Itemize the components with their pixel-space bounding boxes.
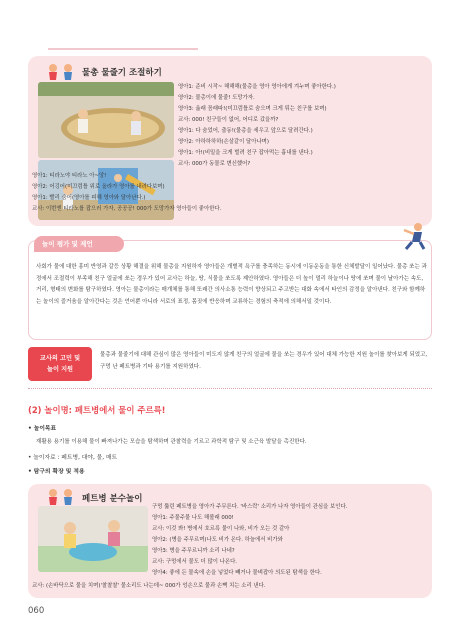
dialog-line: 영아2: 어깅어(미끄럼틀 위로 올라가 영아를 내려다보며): [32, 184, 165, 190]
dialog-line: 교사: 이번엔 티라노를 잡으러 가자, 공공공! 000가 도망가자 영아들이 좋아한다.: [32, 206, 222, 212]
dialog-line: 교사: (손바닥으로 물을 치며)'찰찰찰' 물소리도 나는데~ 000가 엉손으로 물과 손뼉 치는 소리 낸다.: [32, 583, 266, 589]
photo-kids-bottle-fountain: [38, 506, 148, 572]
box-title: 물총 물줄기 조절하기: [82, 68, 162, 78]
expansion-label: • 탐구의 확장 및 적용: [28, 469, 85, 475]
teacher-reflection-text: 물총과 물줄기에 대해 관심이 많은 영아들이 미도지 않게 친구의 얼굴에 물을 쏘는 경우가 있어 대체 가능한 지원 놀이를 찾아보게 되었고, 구멍 난 페트병과 기타 용기를 지원하였다.: [100, 352, 428, 370]
dialog-line: 영아1: 주물주물 나도 해볼래 000!: [152, 515, 234, 521]
dialog-line: 영아1: 아!(비밀을 크게 벌려 친구 잡아먹는 흉내를 낸다.): [178, 150, 313, 156]
divider: [28, 388, 432, 389]
goal-text: 재활용 용기를 이용해 물이 빠져나가는 모습을 탐색하며 관찰력을 기르고 과학적 탐구 및 소근육 발달을 촉진한다.: [36, 439, 307, 445]
dialog-line: 교사: 000! 친구들이 없어, 어디로 갔을까?: [178, 117, 279, 123]
climbing-person-icon: [398, 222, 428, 250]
evaluation-tab: 놀이 평가 및 제언: [34, 236, 124, 252]
dialog-line: 영아1: 다 숨었어, 출동!(물총을 세우고 앞으로 달려간다.): [178, 128, 313, 134]
dialog-line: 영아3: 병을 주무르니까 소리 나네?: [152, 548, 235, 554]
box-title: 페트병 분수놀이: [82, 494, 143, 504]
label-line: 교사의 고민 및: [39, 355, 81, 362]
section-title: (2) 놀이명: 페트병에서 물이 주르륵!: [28, 405, 166, 415]
dialog-line: 영아1: 준비 시작~ 해해해(물총을 영아 영아에게 겨누며 좋아한다.): [178, 84, 336, 90]
photo-kids-water-gun: [38, 82, 174, 158]
dialog-line: 영아4: 좋에 든 물속에 손을 넣었다 빼거나 물벼잡아 의도된 탐색을 한다.: [152, 570, 322, 576]
kids-playing-icon: [44, 488, 78, 508]
dialog-line: 영아2: 아하하하하(손살같이 달아나며): [178, 139, 269, 145]
goal-label: • 놀이목표: [28, 426, 57, 432]
dialog-line: 영아2: 물총이에 물줄! 도망가자.: [178, 95, 255, 101]
evaluation-paragraph: 사회가 물에 대한 흥미 반영과 갈등 상황 해결을 위해 물총을 지원하자 영아들은 개별적 욕구를 충족하는 동시에 이동운동을 통한 신체발달이 일어났다. 물총 쏘는 과정에서 조절력이 부족해 친구 얼굴에 쏘는 경우가 있어 교사는 하늘, 땅, 식물을 쏘도록 제안하였다. 영아들은 더 높이 멀리 하늘이나 땅에 쏘며 물이 날아가는 속도, 거리, 형태의 변화를 탐구하였다. 영아는 물총이라는 매개체를 통해 또래간 의사소통 능력이 향상되고 주고받는 대화 속에서 타인의 감정을 알아낸다. 친구와 함께하는 놀이의 즐거움을 알아간다는 것은 언어뿐 아니라 서로의 표정, 몸짓에 반응하며 교류하는 경험의 축적에 의해서일 것이다.: [36, 264, 427, 305]
dialog-line: 영아1: 빨리 숨어(영아를 피해 영아와 달아난다.): [32, 195, 146, 201]
dialog-line: 교사: 구멍에서 물도 더 많이 나온다.: [152, 559, 238, 565]
dialog-line: 교사: 000가 동물로 변신했어?: [178, 161, 251, 167]
materials-text: • 놀이자료 : 페트병, 대야, 물, 매트: [28, 455, 118, 461]
dialog-line: 영아2: (병을 주무르며)나도 비가 온다. 하늘에서 비가와: [152, 537, 283, 543]
page-number: 060: [28, 606, 45, 616]
dialog-line: 구멍 뚫린 페트병을 영아가 주무른다. '바스락' 소리가 나자 영아들이 관심을 보인다.: [152, 504, 348, 510]
kids-playing-icon: [44, 62, 78, 84]
activity-box-bottle-fountain: [28, 484, 432, 598]
top-rule: [48, 48, 198, 50]
teacher-reflection-label: [28, 347, 92, 381]
dialog-line: 영아3: 옳래 꼼래따!(미끄럼틀로 숨으며 크게 튀는 친구를 보며): [178, 106, 327, 112]
dialog-line: 영아1: 티라노야 티라노 아~앙!: [32, 173, 107, 179]
label-line: 놀이 지원: [46, 366, 74, 373]
dialog-line: 교사: 이것 봐! 병에서 호르륵 물이 나와, 비가 오는 것 같아: [152, 526, 290, 532]
